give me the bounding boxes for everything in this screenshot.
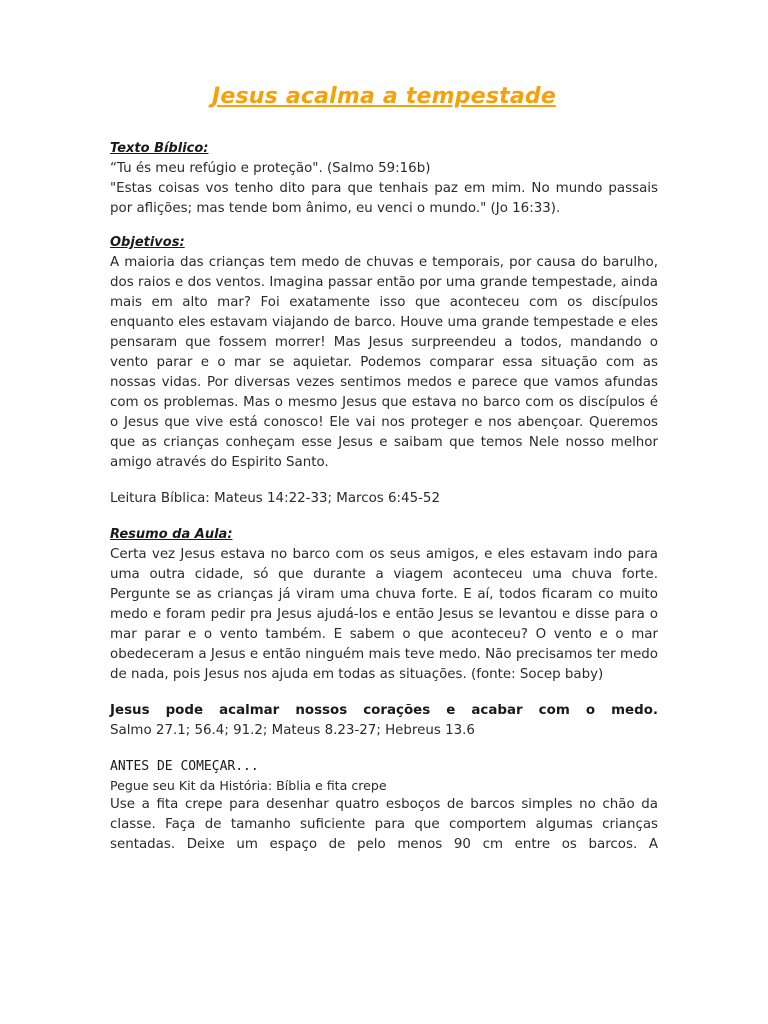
destaque-refs: Salmo 27.1; 56.4; 91.2; Mateus 8.23-27; Hebreus 13.6 [110, 723, 475, 738]
antes-heading: ANTES DE COMEÇAR... [110, 759, 259, 774]
document-page [110, 84, 658, 855]
document-title: Jesus acalma a tempestade [212, 84, 556, 109]
objetivos-section [110, 233, 658, 473]
texto-biblico-heading: Texto Bíblico: [110, 141, 209, 156]
texto-biblico-line-2: "Estas coisas vos tenho dito para que tenhais paz em mim. No mundo passais por aflições; mas tende bom ânimo, eu venci o mundo." (Jo 16:33). [110, 181, 658, 216]
destaque-section [110, 701, 658, 741]
antes-section [110, 757, 658, 855]
texto-biblico-line-1: “Tu és meu refúgio e proteção". (Salmo 59:16b) [110, 161, 431, 176]
objetivos-text: A maioria das crianças tem medo de chuvas e temporais, por causa do barulho, dos raios e dos ventos. Imagina passar então por uma grande tempestade, ainda mais em alto mar? Foi exatamente isso que aconteceu com os discípulos enquanto eles estavam viajando de barco. Houve uma grande tempestade e eles pensaram que fossem morrer! Mas Jesus surpreendeu a todos, mandando o vento parar e o mar se aquietar. Podemos comparar essa situação com as nossas vidas. Por diversas vezes sentimos medos e parece que vamos afundas com os problemas. Mas o mesmo Jesus que estava no barco com os discípulos é o Jesus que vive está conosco! Ele vai nos proteger e nos abençoar. Queremos que as crianças conheçam esse Jesus e saibam que temos Nele nosso melhor amigo através do Espirito Santo. [110, 255, 658, 470]
objetivos-heading: Objetivos: [110, 235, 185, 250]
leitura-biblica: Leitura Bíblica: Mateus 14:22-33; Marcos 6:45-52 [110, 491, 440, 506]
resumo-text: Certa vez Jesus estava no barco com os seus amigos, e eles estavam indo para uma outra cidade, só que durante a viagem aconteceu uma chuva forte. Pergunte se as crianças já viram uma chuva forte. E aí, todos ficaram co muito medo e foram pedir pra Jesus ajudá-los e então Jesus se levantou e disse para o mar parar e o vento também. E sabem o que aconteceu? O vento e o mar obedeceram a Jesus e então ninguém mais teve medo. Não precisamos ter medo de nada, pois Jesus nos ajuda em todas as situações. (fonte: Socep baby) [110, 547, 658, 682]
antes-text: Use a fita crepe para desenhar quatro esboços de barcos simples no chão da classe. Faça de tamanho suficiente para que comportem algumas crianças sentadas. Deixe um espaço de pelo menos 90 cm entre os barcos. A [110, 797, 658, 852]
resumo-heading: Resumo da Aula: [110, 527, 233, 542]
resumo-section [110, 525, 658, 685]
destaque-bold: Jesus pode acalmar nossos corações e acabar com o medo. [110, 703, 658, 718]
texto-biblico-section [110, 139, 658, 219]
antes-kit: Pegue seu Kit da História: Bíblia e fita crepe [110, 778, 387, 793]
